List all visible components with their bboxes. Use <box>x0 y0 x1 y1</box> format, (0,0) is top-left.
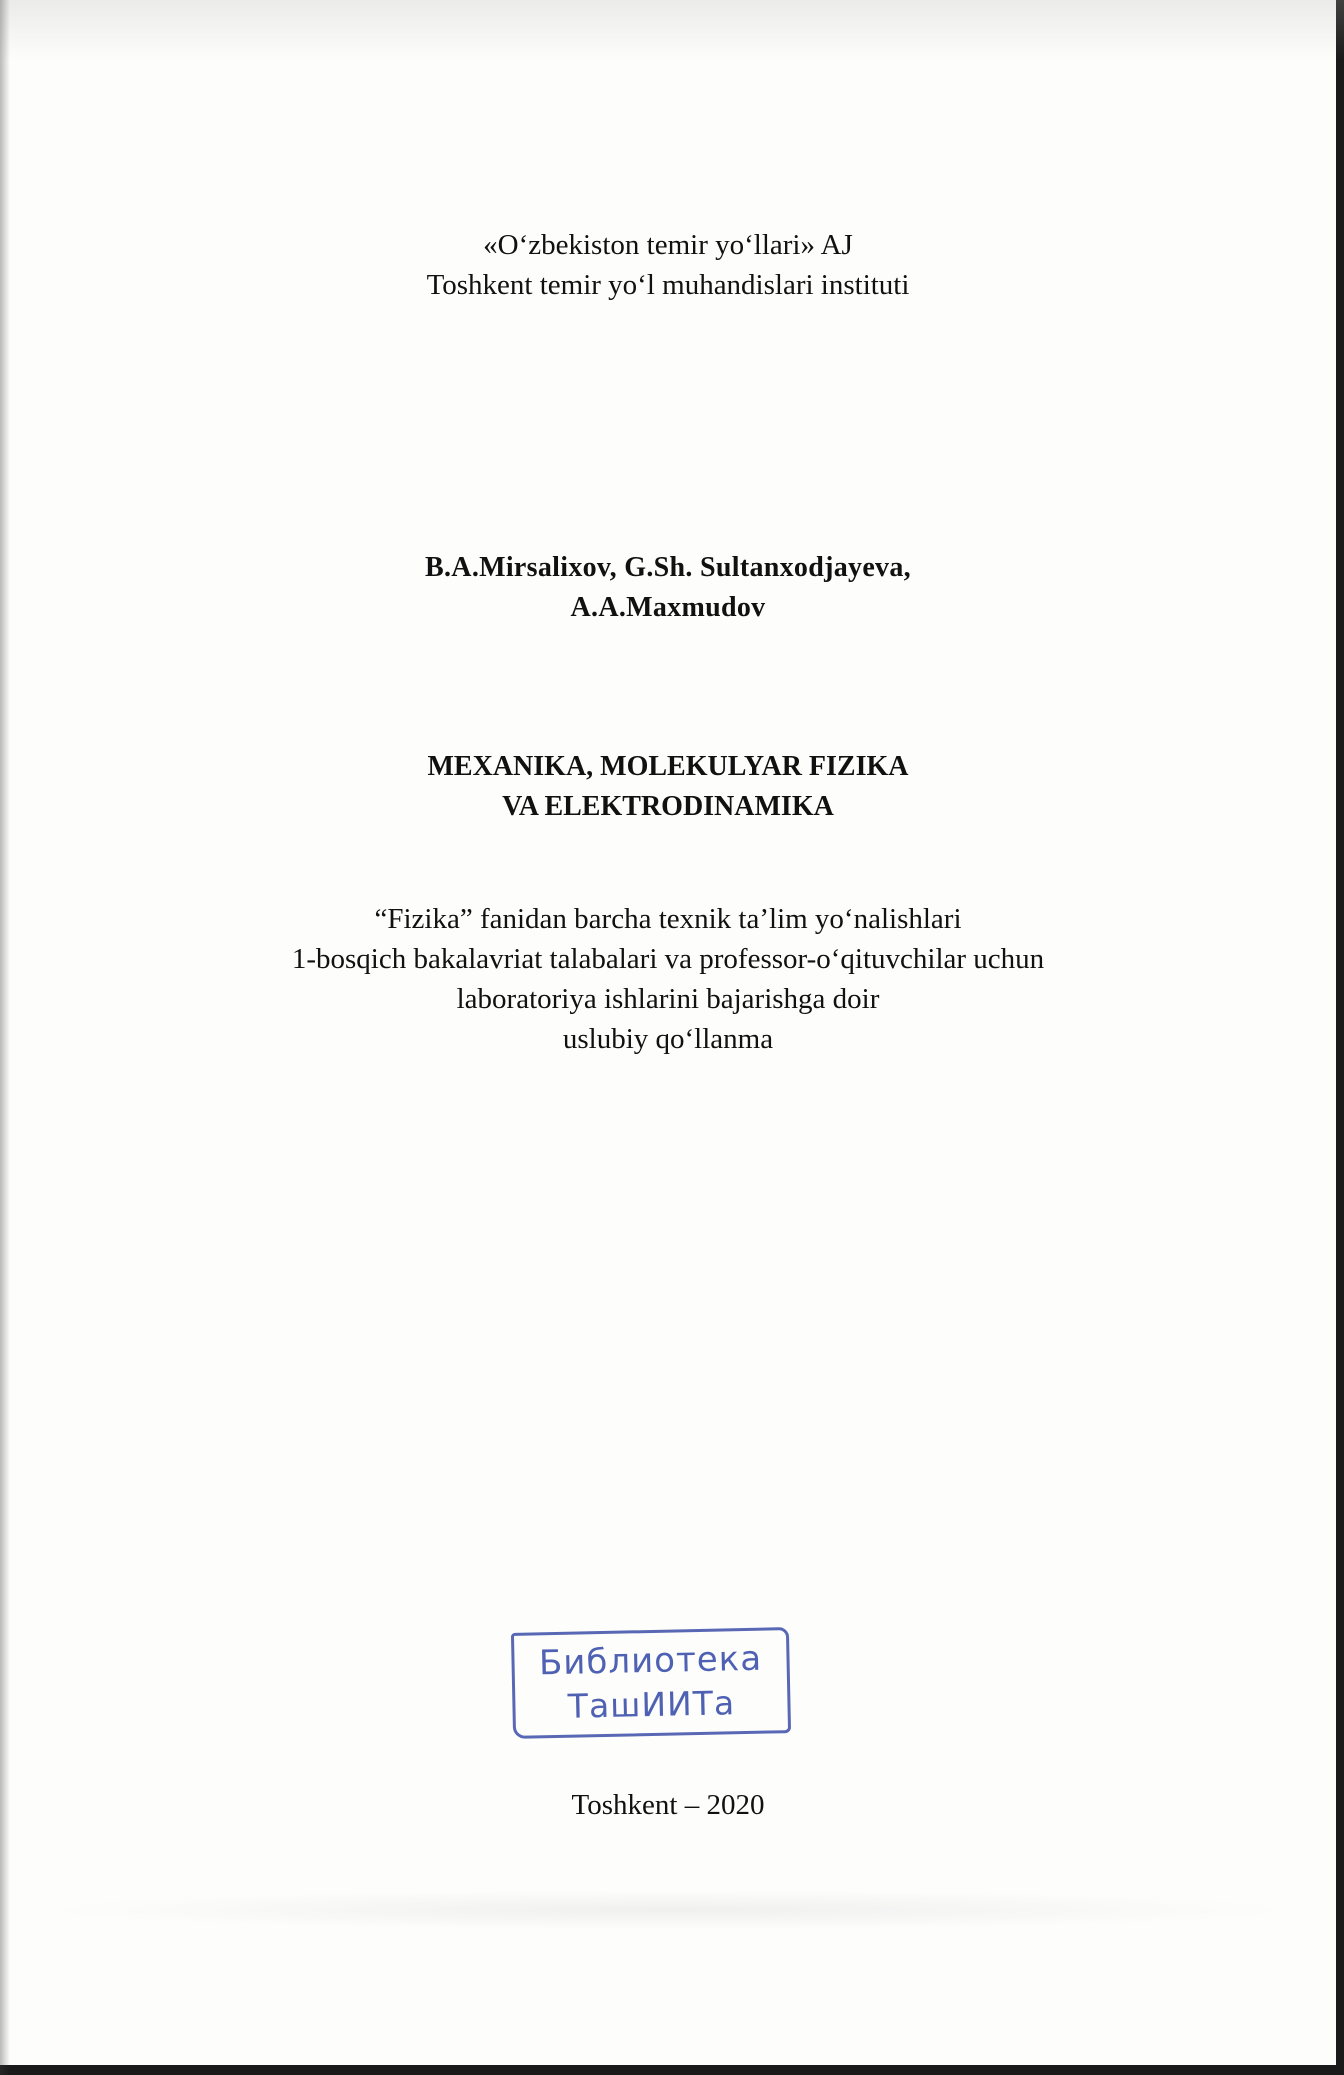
book-description <box>0 899 1336 1059</box>
description-line-3: laboratoriya ishlarini bajarishga doir <box>456 983 880 1015</box>
scan-bottom-stain <box>40 1890 1300 1930</box>
institution-line-1: «O‘zbekiston temir yo‘llari» AJ <box>483 229 853 261</box>
scan-top-shadow <box>0 0 1344 60</box>
description-line-1: “Fizika” fanidan barcha texnik ta’lim yo‘nalishlari <box>374 903 962 935</box>
stamp-line-1: Библиотека <box>538 1638 763 1684</box>
title-line-1: MEXANIKA, MOLEKULYAR FIZIKA <box>427 751 909 782</box>
book-title <box>0 747 1336 827</box>
title-line-2: VA ELEKTRODINAMIKA <box>502 791 834 822</box>
description-line-2: 1-bosqich bakalavriat talabalari va professor-o‘qituvchilar uchun <box>291 943 1045 975</box>
description-line-4: uslubiy qo‘llanma <box>562 1023 774 1055</box>
library-stamp <box>511 1627 791 1739</box>
place-year <box>0 1785 1336 1825</box>
authors-line-2: A.A.Maxmudov <box>570 592 766 623</box>
authors-line-1: B.A.Mirsalixov, G.Sh. Sultanxodjayeva, <box>425 552 911 583</box>
authors <box>0 548 1336 628</box>
place-year-text: Toshkent – 2020 <box>571 1789 765 1821</box>
institution-header <box>0 225 1336 305</box>
institution-line-2: Toshkent temir yo‘l muhandislari instituti <box>426 269 910 301</box>
stamp-line-2: ТашИИТа <box>567 1683 736 1726</box>
